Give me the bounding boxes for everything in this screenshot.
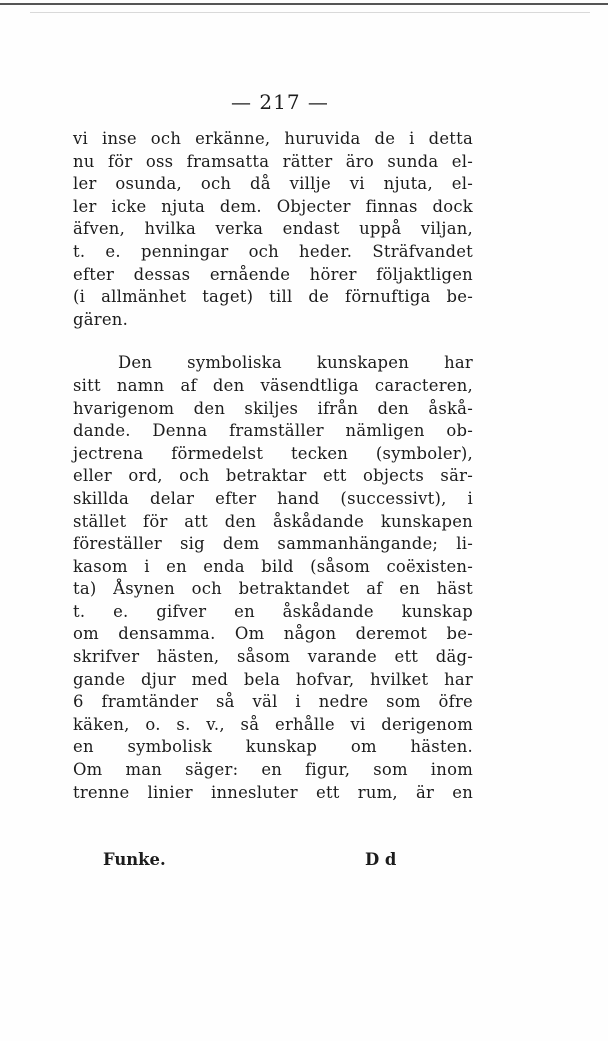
text-line: efter dessas ernående hörer följaktligen <box>73 264 473 284</box>
text-line: t. e. penningar och heder. Sträfvandet <box>73 241 473 261</box>
text-line: kasom i en enda bild (såsom coëxisten- <box>73 556 473 576</box>
text-line: käken, o. s. v., så erhålle vi derigenom <box>73 714 473 734</box>
text-line: ta) Åsynen och betraktandet af en häst <box>73 579 473 599</box>
text-line: jectrena förmedelst tecken (symboler), <box>73 443 473 463</box>
text-line: trenne linier innesluter ett rum, är en <box>73 782 473 802</box>
text-line: gären. <box>73 309 129 329</box>
text-line: nu för oss framsatta rätter äro sunda el- <box>73 151 473 171</box>
author-signature: Funke. <box>103 850 166 869</box>
text-line: dande. Denna framställer nämligen ob- <box>73 421 473 441</box>
text-line: gande djur med bela hofvar, hvilket har <box>73 669 473 689</box>
page-footer <box>103 850 403 926</box>
top-edge-rule <box>0 3 608 5</box>
page-number: — 217 — <box>231 90 329 114</box>
text-line: sitt namn af den väsendtliga caracteren, <box>73 375 473 395</box>
text-line: 6 framtänder så väl i nedre som öfre <box>73 692 473 712</box>
text-line: ler icke njuta dem. Objecter finnas dock <box>73 196 473 216</box>
text-line: Den symboliska kunskapen har <box>118 353 473 373</box>
top-faint-rule <box>30 12 590 13</box>
text-line: hvarigenom den skiljes ifrån den åskå- <box>73 398 473 418</box>
body-text <box>73 128 473 804</box>
text-line: vi inse och erkänne, huruvida de i detta <box>73 129 473 148</box>
text-line: t. e. gifver en åskådande kunskap <box>73 601 473 621</box>
text-line: om densamma. Om någon deremot be- <box>73 624 473 644</box>
text-line: stället för att den åskådande kunskapen <box>73 511 473 531</box>
text-line: äfven, hvilka verka endast uppå viljan, <box>73 219 473 239</box>
text-line: skillda delar efter hand (successivt), i <box>73 488 473 508</box>
text-line: eller ord, och betraktar ett objects sär- <box>73 466 473 486</box>
text-line: skrifver hästen, såsom varande ett däg- <box>73 647 473 667</box>
text-line: Om man säger: en figur, som inom <box>73 760 473 780</box>
text-line: (i allmänhet taget) till de förnuftiga be- <box>73 287 473 307</box>
signature-mark: D d <box>365 850 397 869</box>
paragraph-gap <box>73 331 473 352</box>
text-line: ler osunda, och då villje vi njuta, el- <box>73 174 473 194</box>
text-line: föreställer sig dem sammanhängande; li- <box>73 534 473 554</box>
text-line: en symbolisk kunskap om hästen. <box>73 737 473 757</box>
